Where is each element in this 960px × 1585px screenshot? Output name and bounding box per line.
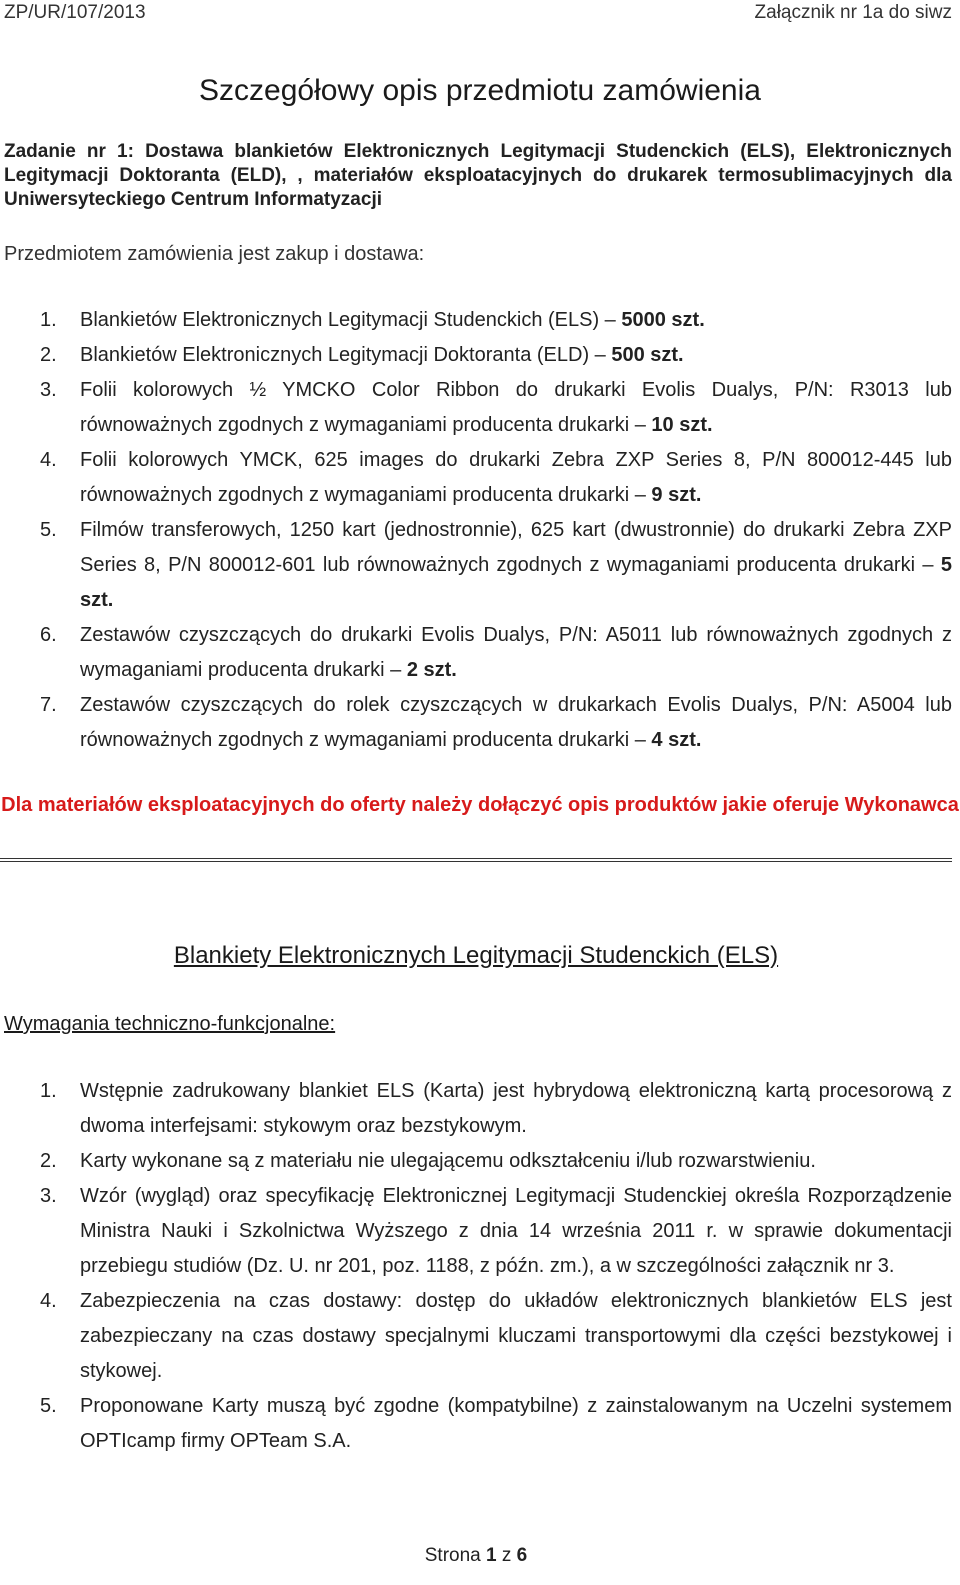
page-title: Szczegółowy opis przedmiotu zamówienia xyxy=(199,74,761,107)
requirement-item xyxy=(0,1284,952,1389)
item-quantity: 9 szt. xyxy=(651,484,702,506)
item-text: Folii kolorowych YMCK, 625 images do drukarki Zebra ZXP Series 8, P/N 800012-445 lub równoważnych zgodnych z wymaganiami producenta drukarki – xyxy=(80,449,952,506)
footer-of: z xyxy=(501,1545,512,1566)
item-quantity: 4 szt. xyxy=(651,729,702,751)
order-items-list xyxy=(0,303,952,758)
current-page-number: 1 xyxy=(486,1545,497,1566)
item-text: Zestawów czyszczących do drukarki Evolis Dualys, P/N: A5011 lub równoważnych zgodnych z wymaganiami producenta drukarki – xyxy=(80,624,952,681)
item-quantity: 5000 szt. xyxy=(621,309,705,331)
item-text: Zabezpieczenia na czas dostawy: dostęp do układów elektronicznych blankietów ELS jest zabezpieczany na czas dostawy specjalnymi kluczami transportowymi dla części bezstykowej i stykowej. xyxy=(80,1290,952,1382)
item-quantity: 2 szt. xyxy=(406,659,457,681)
section-subheading: Wymagania techniczno-funkcjonalne: xyxy=(4,1013,336,1035)
item-text: Wstępnie zadrukowany blankiet ELS (Karta) jest hybrydową elektroniczną kartą procesorową z dwoma interfejsami: stykowym oraz bezstykowym. xyxy=(80,1080,952,1137)
requirements-list xyxy=(0,1074,952,1459)
total-pages: 6 xyxy=(516,1545,528,1566)
item-number: 5. xyxy=(40,519,57,541)
divider-line xyxy=(0,858,952,859)
item-number: 4. xyxy=(40,449,57,471)
page-footer xyxy=(0,1545,952,1567)
intro-text: Przedmiotem zamówienia jest zakup i dostawa: xyxy=(4,243,425,265)
item-number: 2. xyxy=(40,1150,57,1172)
order-item xyxy=(0,513,952,618)
divider-line xyxy=(0,861,952,862)
order-item xyxy=(0,443,952,513)
order-item xyxy=(0,688,952,758)
requirement-item xyxy=(0,1389,952,1459)
requirement-item xyxy=(0,1074,952,1144)
item-text: Wzór (wygląd) oraz specyfikację Elektronicznej Legitymacji Studenckiej określa Rozporządzenie Ministra Nauki i Szkolnictwa Wyższego z dnia 14 września 2011 r. w sprawie dokumentacji przebiegu studiów (Dz. U. nr 201, poz. 1188, z późn. zm.), a w szczególności załącznik nr 3. xyxy=(80,1185,952,1277)
item-number: 3. xyxy=(40,379,57,401)
item-number: 2. xyxy=(40,344,57,366)
item-quantity: 10 szt. xyxy=(651,414,713,436)
footer-label: Strona xyxy=(424,1545,481,1566)
item-number: 3. xyxy=(40,1185,57,1207)
item-number: 7. xyxy=(40,694,57,716)
page-header xyxy=(4,0,952,28)
order-item xyxy=(0,303,952,338)
item-number: 1. xyxy=(40,1080,57,1102)
attachment-label: Załącznik nr 1a do siwz xyxy=(754,2,952,23)
item-quantity: 5 szt. xyxy=(80,554,952,611)
order-item xyxy=(0,618,952,688)
requirement-item xyxy=(0,1144,952,1179)
item-text: Blankietów Elektronicznych Legitymacji Doktoranta (ELD) – xyxy=(80,344,612,366)
item-text: Folii kolorowych ½ YMCKO Color Ribbon do drukarki Evolis Dualys, P/N: R3013 lub równoważnych zgodnych z wymaganiami producenta drukarki – xyxy=(80,379,952,436)
section-title: Blankiety Elektronicznych Legitymacji Studenckich (ELS) xyxy=(173,942,779,969)
task-description: Zadanie nr 1: Dostawa blankietów Elektronicznych Legitymacji Studenckich (ELS), Elektronicznych Legitymacji Doktoranta (ELD), , materiałów eksploatacyjnych do drukarek termosublimacyjnych dla Uniwersyteckiego Centrum Informatyzacji xyxy=(4,141,952,210)
item-number: 1. xyxy=(40,309,57,331)
order-item xyxy=(0,373,952,443)
item-text: Proponowane Karty muszą być zgodne (kompatybilne) z zainstalowanym na Uczelni systemem OPTIcamp firmy OPTeam S.A. xyxy=(80,1395,952,1452)
case-number: ZP/UR/107/2013 xyxy=(4,2,146,23)
item-quantity: 500 szt. xyxy=(611,344,684,366)
item-number: 4. xyxy=(40,1290,57,1312)
order-item xyxy=(0,338,952,373)
red-notice: Dla materiałów eksploatacyjnych do oferty należy dołączyć opis produktów jakie oferuje Wykonawca xyxy=(1,794,959,816)
item-text: Filmów transferowych, 1250 kart (jednostronnie), 625 kart (dwustronnie) do drukarki Zebra ZXP Series 8, P/N 800012-601 lub równoważnych zgodnych z wymaganiami producenta drukarki – xyxy=(80,519,952,576)
item-text: Zestawów czyszczących do rolek czyszczących w drukarkach Evolis Dualys, P/N: A5004 lub równoważnych zgodnych z wymaganiami producenta drukarki – xyxy=(80,694,952,751)
item-text: Blankietów Elektronicznych Legitymacji Studenckich (ELS) – xyxy=(80,309,622,331)
item-number: 6. xyxy=(40,624,57,646)
item-text: Karty wykonane są z materiału nie ulegającemu odkształceniu i/lub rozwarstwieniu. xyxy=(80,1150,816,1172)
item-number: 5. xyxy=(40,1395,57,1417)
requirement-item xyxy=(0,1179,952,1284)
